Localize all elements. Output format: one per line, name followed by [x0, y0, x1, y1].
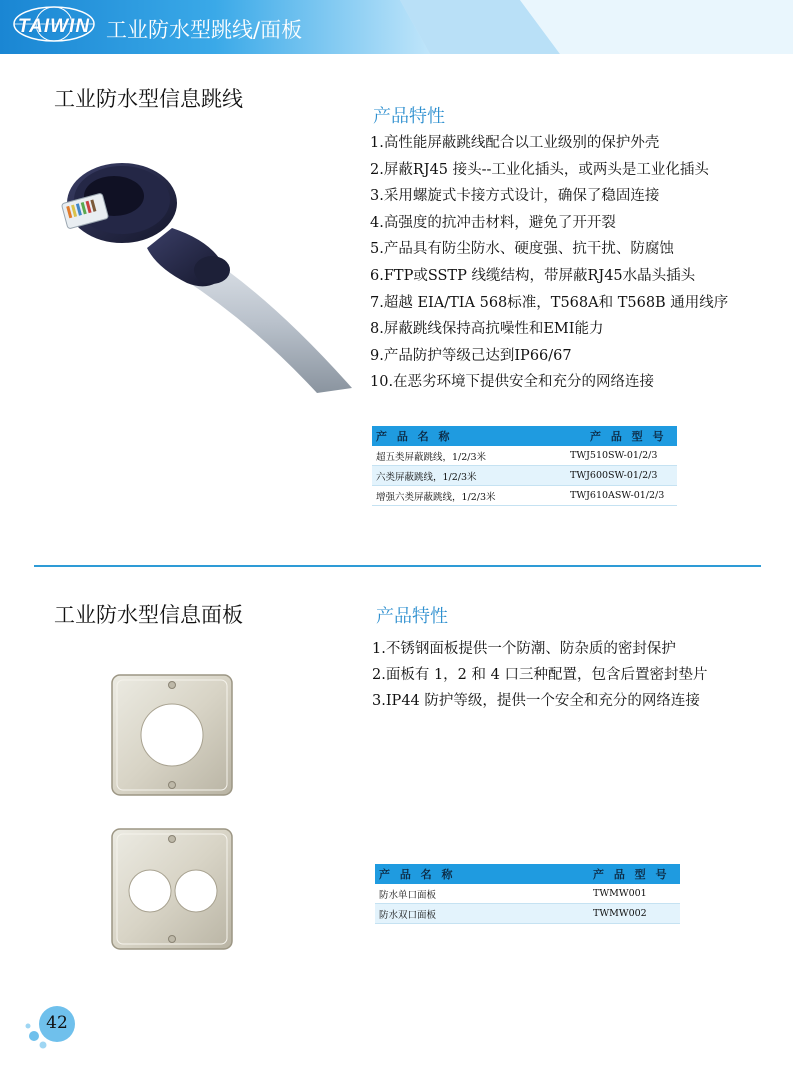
feature-item: 2.屏蔽RJ45 接头--工业化插头，或两头是工业化插头 [370, 161, 709, 178]
product-model-cell: TWJ600SW-01/2/3 [566, 466, 677, 486]
feature-item: 5.产品具有防尘防水、硬度强、抗干扰、防腐蚀 [370, 241, 674, 258]
product-name-cell: 六类屏蔽跳线，1/2/3米 [372, 466, 566, 486]
table-header-row [372, 426, 677, 446]
column-header-model: 产 品 型 号 [566, 426, 677, 446]
table-row [372, 486, 677, 506]
column-header-model: 产 品 型 号 [569, 864, 680, 884]
feature-item: 7.超越 EIA/TIA 568标准，T568A和 T568B 通用线序 [370, 294, 729, 311]
product-name-cell: 增强六类屏蔽跳线，1/2/3米 [372, 486, 566, 506]
product-model-cell: TWJ510SW-01/2/3 [566, 446, 677, 466]
product-model-cell: TWJ610ASW-01/2/3 [566, 486, 677, 506]
patch-cord-feature-list [370, 130, 728, 396]
page-number-text: 42 [46, 1013, 68, 1033]
section-divider [34, 565, 761, 567]
feature-item: 6.FTP或SSTP 线缆结构，带屏蔽RJ45水晶头插头 [370, 267, 696, 284]
single-port-panel-image [110, 673, 234, 797]
feature-item: 2.面板有 1，2 和 4 口三种配置，包含后置密封垫片 [372, 667, 708, 683]
panel-product-table [375, 864, 680, 924]
table-row [372, 466, 677, 486]
feature-item: 9.产品防护等级己达到IP66/67 [370, 347, 572, 364]
product-name-cell: 防水单口面板 [375, 884, 569, 904]
table-row [372, 446, 677, 466]
table-row [375, 884, 680, 904]
column-header-name: 产 品 名 称 [372, 426, 566, 446]
product-model-cell: TWMW002 [569, 904, 680, 924]
header-title: 工业防水型跳线/面板 [106, 18, 303, 42]
feature-item: 8.屏蔽跳线保持高抗噪性和EMI能力 [370, 321, 604, 338]
column-header-name: 产 品 名 称 [375, 864, 569, 884]
page-number [40, 1008, 74, 1042]
brand-logo [10, 4, 98, 44]
feature-item: 1.高性能屏蔽跳线配合以工业级别的保护外壳 [370, 135, 660, 151]
feature-item: 4.高强度的抗冲击材料，避免了开开裂 [370, 214, 616, 231]
feature-item: 10.在恶劣环境下提供安全和充分的网络连接 [370, 374, 655, 391]
patch-cord-features-title: 产品特性 [373, 106, 445, 127]
panel-feature-list [372, 636, 707, 714]
table-row [375, 904, 680, 924]
patch-cord-heading: 工业防水型信息跳线 [54, 87, 243, 111]
product-name-cell: 防水双口面板 [375, 904, 569, 924]
dual-port-panel-image [110, 827, 234, 951]
page-header [0, 0, 793, 54]
panel-heading: 工业防水型信息面板 [54, 603, 243, 627]
panel-features-title: 产品特性 [376, 606, 448, 627]
patch-cord-product-table [372, 426, 677, 506]
product-model-cell: TWMW001 [569, 884, 680, 904]
patch-cord-image [52, 158, 362, 393]
feature-item: 3.采用螺旋式卡接方式设计，确保了稳固连接 [370, 188, 660, 205]
feature-item: 1.不锈钢面板提供一个防潮、防杂质的密封保护 [372, 641, 676, 657]
feature-item: 3.IP44 防护等级，提供一个安全和充分的网络连接 [372, 693, 700, 709]
logo-text: TAIWIN [17, 16, 91, 37]
product-name-cell: 超五类屏蔽跳线，1/2/3米 [372, 446, 566, 466]
table-header-row [375, 864, 680, 884]
